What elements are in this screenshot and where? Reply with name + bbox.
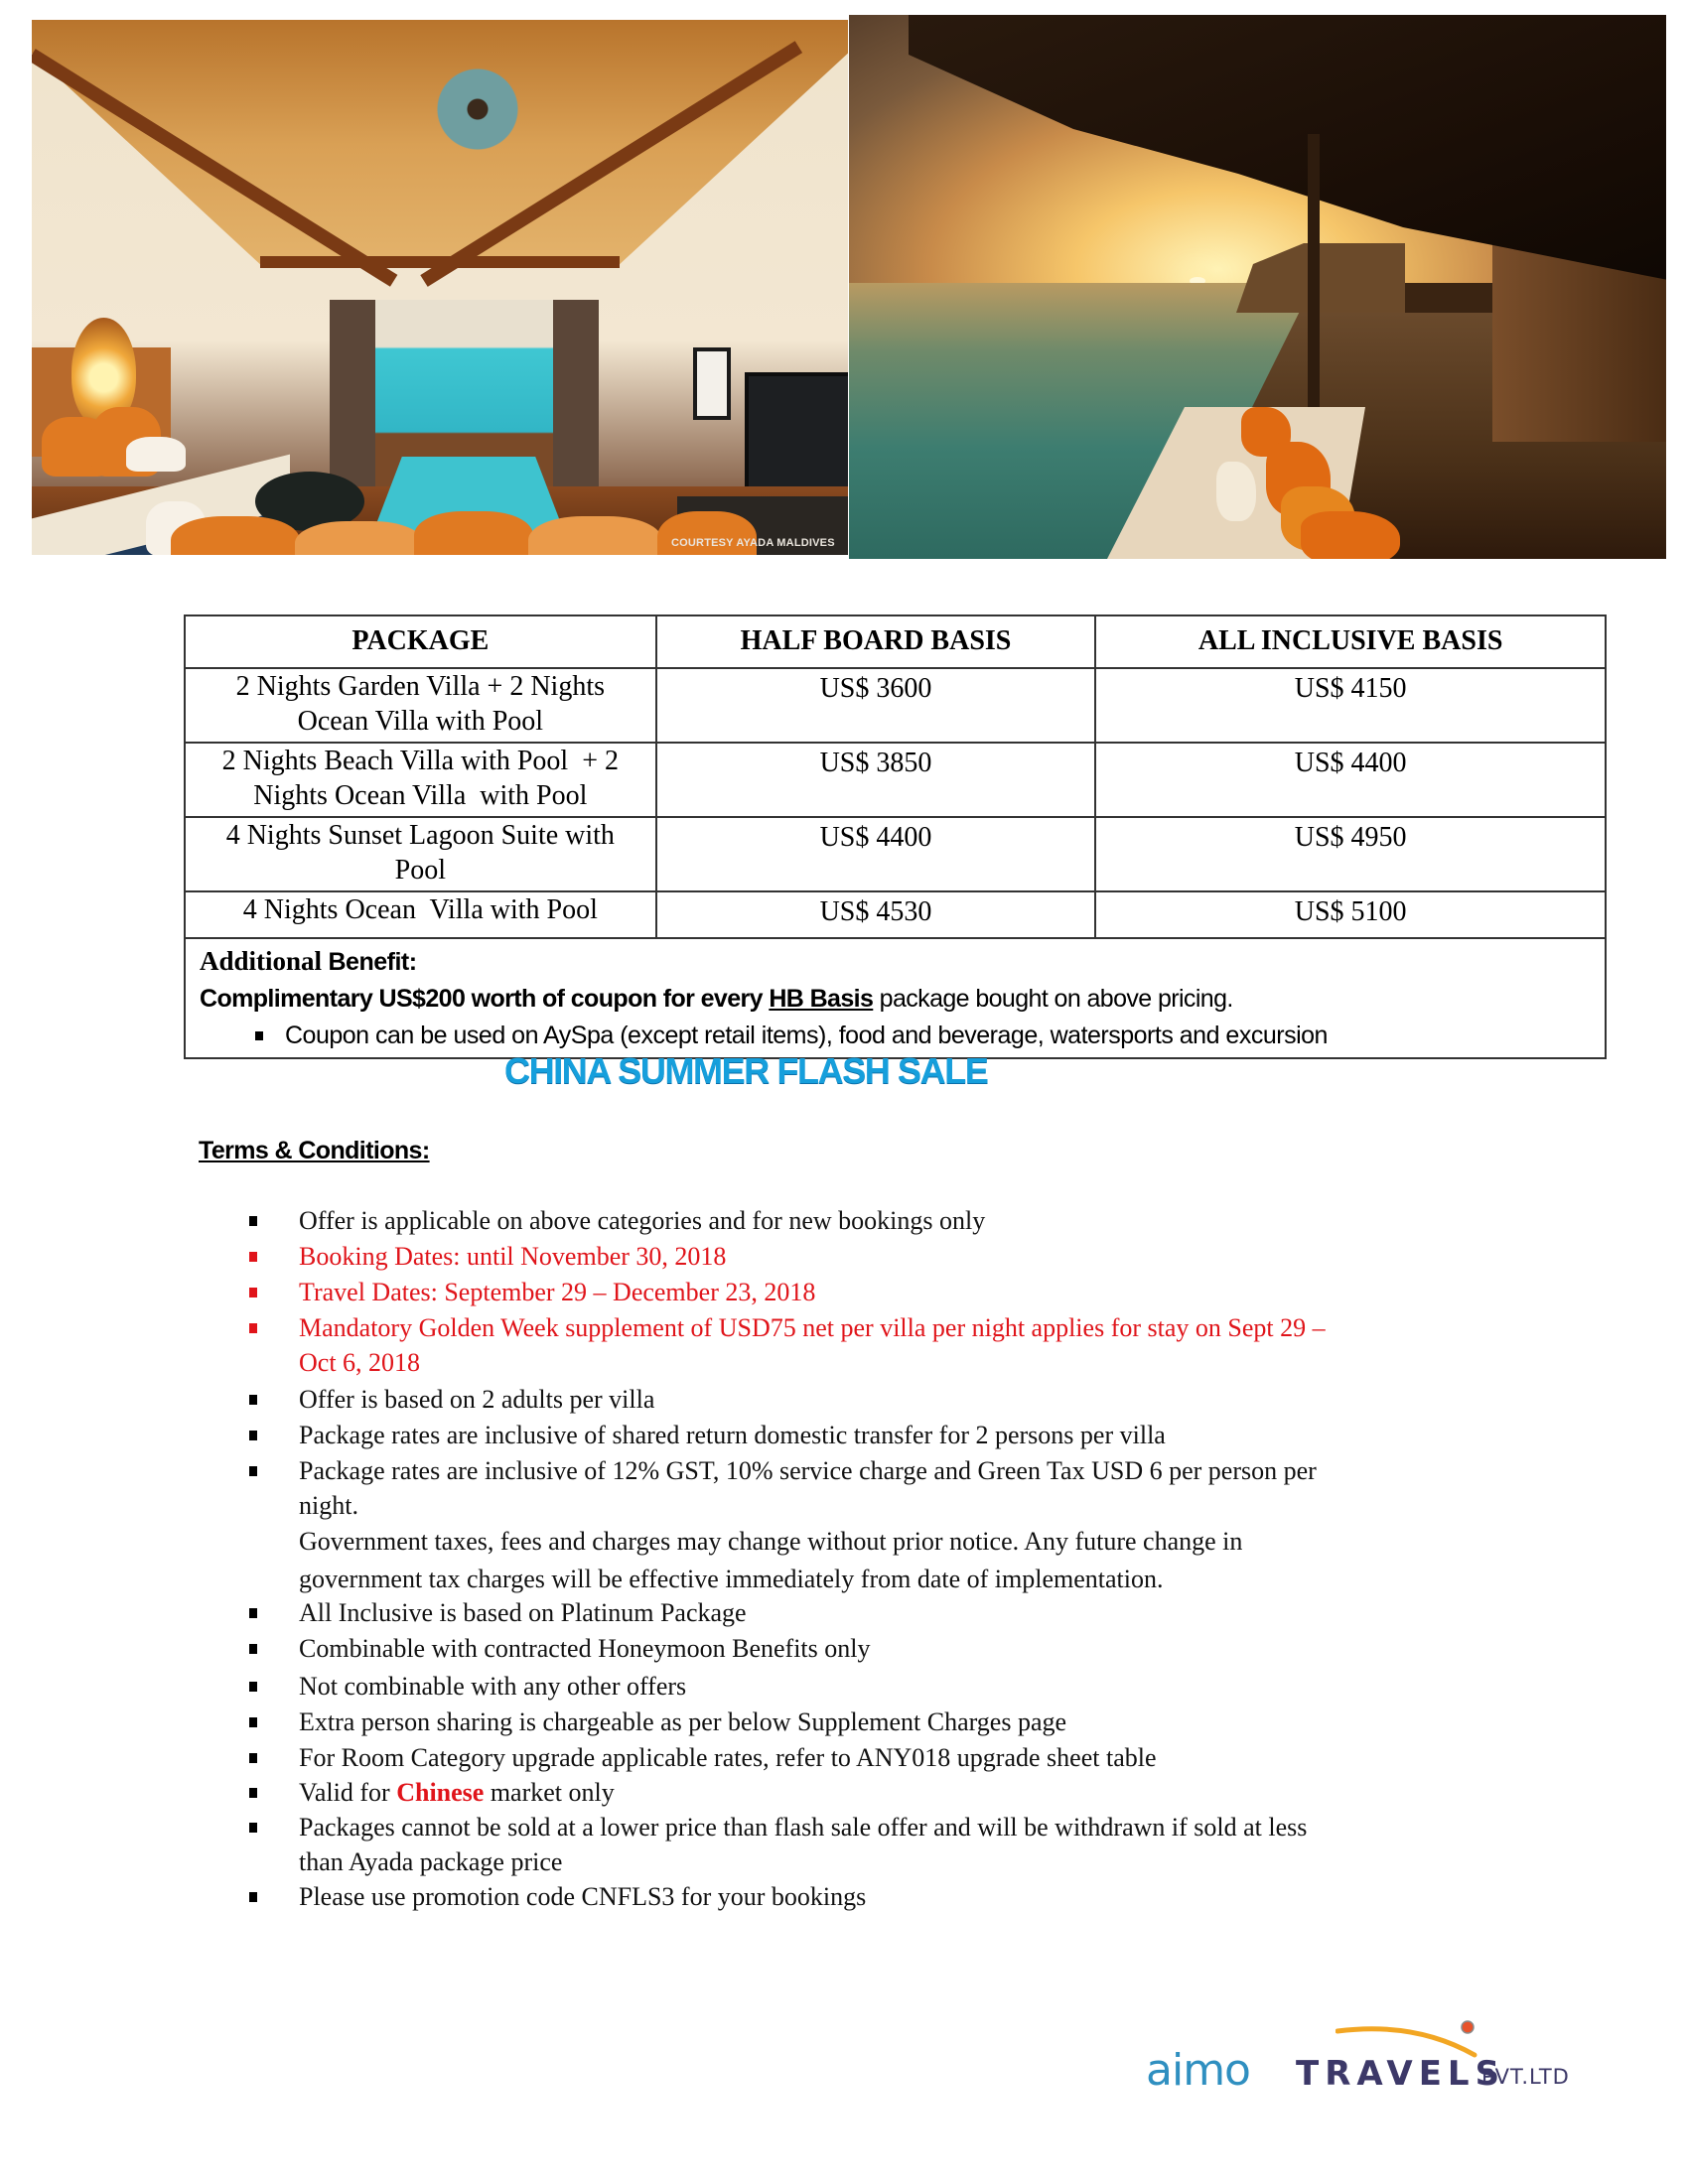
package-name-cell — [185, 817, 656, 891]
half-board-price: US$ 3600 — [656, 668, 1096, 743]
term-text: Package rates are inclusive of 12% GST, 10% service charge and Green Tax USD 6 per person per — [299, 1456, 1317, 1485]
square-bullet-icon — [249, 1466, 257, 1476]
photo-post — [1308, 134, 1320, 422]
term-item — [299, 1453, 1317, 1488]
term-continuation: government tax charges will be effective immediately from date of implementation. — [299, 1565, 1164, 1593]
term-text: market only — [490, 1778, 615, 1807]
term-text: Mandatory Golden Week supplement of USD75 net per villa per night applies for stay on Sept 29 – — [299, 1313, 1326, 1342]
term-item — [299, 1203, 985, 1238]
logo-text-travels: TRAVELS — [1296, 2054, 1506, 2094]
term-text: Package rates are inclusive of shared return domestic transfer for 2 persons per villa — [299, 1421, 1166, 1449]
term-continuation: night. — [299, 1491, 358, 1520]
square-bullet-icon — [249, 1644, 257, 1654]
term-text: Combinable with contracted Honeymoon Benefits only — [299, 1634, 871, 1663]
column-header-package: PACKAGE — [185, 615, 656, 668]
photo-pillow — [1301, 511, 1400, 559]
square-bullet-icon — [249, 1608, 257, 1618]
square-bullet-icon — [255, 1031, 263, 1040]
flash-sale-title: CHINA SUMMER FLASH SALE — [504, 1050, 988, 1091]
square-bullet-icon — [249, 1682, 257, 1692]
photo-beam — [260, 256, 620, 268]
column-header-half-board: HALF BOARD BASIS — [656, 615, 1096, 668]
term-item-promo-code — [299, 1879, 866, 1914]
half-board-price: US$ 3850 — [656, 743, 1096, 817]
photo-credit-watermark: COURTESY AYADA MALDIVES — [671, 537, 835, 549]
benefit-bullet-text: Coupon can be used on AySpa (except retail items), food and beverage, watersports and excursion — [285, 1022, 1328, 1049]
package-price-table — [184, 614, 1607, 1059]
term-continuation: Oct 6, 2018 — [299, 1348, 421, 1377]
table-row — [185, 743, 1606, 817]
square-bullet-icon — [249, 1892, 257, 1902]
square-bullet-icon — [249, 1717, 257, 1727]
term-continuation: than Ayada package price — [299, 1847, 563, 1876]
square-bullet-icon — [249, 1288, 257, 1297]
package-name-line: Nights Ocean Villa with Pool — [253, 780, 588, 811]
additional-benefit-row — [185, 938, 1606, 1058]
term-text: Extra person sharing is chargeable as per below Supplement Charges page — [299, 1707, 1067, 1736]
term-text: Valid for — [299, 1778, 390, 1807]
square-bullet-icon — [249, 1788, 257, 1798]
photo-tv — [745, 372, 848, 495]
term-text: Booking Dates: until November 30, 2018 — [299, 1242, 727, 1271]
package-name-line: Ocean Villa with Pool — [297, 706, 544, 737]
benefit-rest-text: package bought on above pricing. — [879, 985, 1233, 1013]
table-header-row — [185, 615, 1606, 668]
package-name-cell — [185, 668, 656, 743]
photo-pillow — [414, 511, 533, 555]
term-item — [299, 1631, 871, 1666]
term-text: Please use promotion code CNFLS3 for your bookings — [299, 1882, 867, 1911]
square-bullet-icon — [249, 1395, 257, 1405]
photo-pillow — [171, 516, 300, 555]
package-name-line: 4 Nights Ocean Villa with Pool — [242, 894, 598, 925]
term-highlight-chinese: Chinese — [396, 1778, 485, 1807]
package-name-line: Pool — [394, 855, 446, 886]
aimo-travels-logo — [1142, 2015, 1599, 2095]
sunset-deck-photo — [849, 15, 1666, 559]
square-bullet-icon — [249, 1431, 257, 1440]
additional-benefit-heading — [200, 943, 1605, 980]
terms-heading: Terms & Conditions: — [199, 1137, 430, 1164]
photo-pillow — [126, 437, 186, 472]
term-item-market — [299, 1775, 615, 1810]
photo-picture-frame — [693, 347, 731, 420]
square-bullet-icon — [249, 1753, 257, 1763]
table-row — [185, 891, 1606, 938]
half-board-price: US$ 4530 — [656, 891, 1096, 938]
term-text: Offer is based on 2 adults per villa — [299, 1385, 655, 1414]
logo-text-pvt-ltd: PVT.LTD — [1481, 2065, 1570, 2089]
package-name-cell — [185, 743, 656, 817]
half-board-price: US$ 4400 — [656, 817, 1096, 891]
package-name-line: 4 Nights Sunset Lagoon Suite with — [225, 820, 615, 851]
table-row — [185, 668, 1606, 743]
term-text: Travel Dates: September 29 – December 23, 2018 — [299, 1278, 816, 1306]
logo-dot — [1462, 2021, 1474, 2033]
logo-text-aimo: aimo — [1146, 2045, 1250, 2096]
term-item — [299, 1382, 654, 1417]
term-item — [299, 1669, 686, 1704]
term-text: Packages cannot be sold at a lower price than flash sale offer and will be withdrawn if sold at less — [299, 1813, 1308, 1842]
villa-interior-photo — [32, 20, 848, 555]
benefit-description — [200, 980, 1605, 1018]
term-item — [299, 1418, 1166, 1452]
square-bullet-icon — [249, 1252, 257, 1262]
all-inclusive-price: US$ 4950 — [1095, 817, 1606, 891]
benefit-bullet-item — [200, 1018, 1605, 1053]
all-inclusive-price: US$ 4150 — [1095, 668, 1606, 743]
photo-pillow — [1216, 462, 1256, 521]
benefit-hb-basis: HB Basis — [769, 985, 874, 1013]
term-item — [299, 1740, 1157, 1775]
package-name-line: 2 Nights Beach Villa with Pool + 2 — [221, 746, 619, 776]
square-bullet-icon — [249, 1823, 257, 1833]
square-bullet-icon — [249, 1323, 257, 1333]
square-bullet-icon — [249, 1216, 257, 1226]
package-name-cell — [185, 891, 656, 938]
logo-swoosh — [1337, 2029, 1475, 2055]
term-text: For Room Category upgrade applicable rates, refer to ANY018 upgrade sheet table — [299, 1743, 1157, 1772]
ceiling-fan-icon — [433, 65, 522, 154]
table-row — [185, 817, 1606, 891]
package-name-line: 2 Nights Garden Villa + 2 Nights — [235, 671, 605, 702]
term-item-travel-dates — [299, 1275, 815, 1309]
all-inclusive-price: US$ 5100 — [1095, 891, 1606, 938]
term-text: All Inclusive is based on Platinum Package — [299, 1598, 747, 1627]
term-item-booking-dates — [299, 1239, 726, 1274]
term-item — [299, 1810, 1307, 1844]
benefit-heading-word: Additional — [200, 946, 323, 976]
term-item-golden-week — [299, 1310, 1326, 1345]
term-item — [299, 1595, 747, 1630]
column-header-all-inclusive: ALL INCLUSIVE BASIS — [1095, 615, 1606, 668]
additional-benefit-cell — [185, 938, 1606, 1058]
term-text: Not combinable with any other offers — [299, 1672, 687, 1701]
photo-pillow — [528, 516, 662, 555]
term-text: Offer is applicable on above categories and for new bookings only — [299, 1206, 986, 1235]
all-inclusive-price: US$ 4400 — [1095, 743, 1606, 817]
term-continuation: Government taxes, fees and charges may change without prior notice. Any future change in — [299, 1527, 1243, 1556]
benefit-bold-text: Complimentary US$200 worth of coupon for every — [200, 985, 763, 1013]
photo-pillow — [295, 521, 424, 555]
benefit-heading-word: Benefit: — [328, 948, 417, 976]
term-item — [299, 1705, 1066, 1739]
